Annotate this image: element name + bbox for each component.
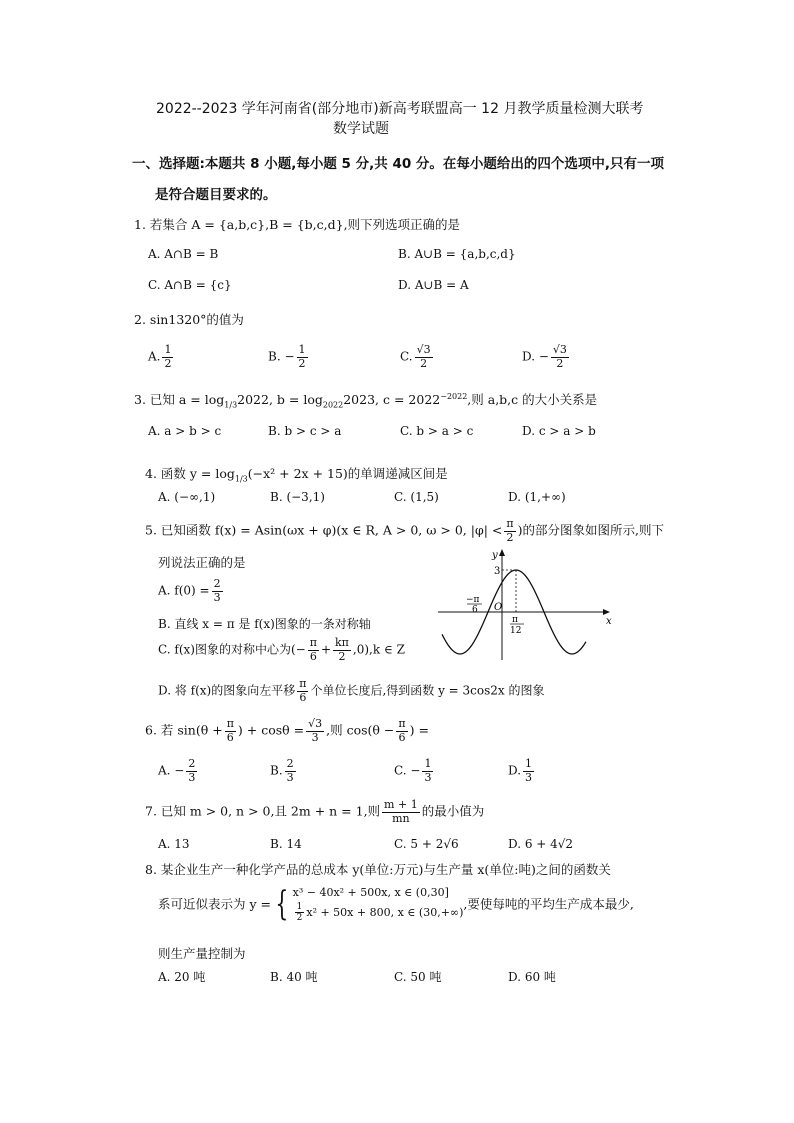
question-3-option-d: D. c > a > b	[522, 424, 596, 438]
section-heading-cont: 是符合题目要求的。	[155, 187, 277, 203]
question-8-option-a: A. 20 吨	[158, 970, 206, 984]
question-3-option-b: B. b > c > a	[268, 424, 342, 438]
question-1-option-b: B. A∪B = {a,b,c,d}	[398, 247, 516, 261]
question-6-option-c: C. − $\frac{1}{3}$	[394, 757, 432, 784]
graph-x-axis-arrow	[603, 609, 610, 615]
question-4-option-c: C. (1,5)	[394, 490, 439, 504]
question-7-option-d: D. 6 + 4√2	[508, 837, 574, 851]
graph-right-tick-den: 12	[510, 626, 522, 636]
subject-title: 数学试题	[333, 121, 389, 137]
question-7-option-a: A. 13	[158, 837, 190, 851]
question-5-option-a: A. f(0) = $\frac{2}{3}$	[158, 577, 221, 604]
graph-right-tick-num: π	[512, 615, 518, 625]
question-5-stem: 5. 已知函数 f(x) = Asin(ωx + φ)(x ∈ R, A > 0, ω > 0, |φ| < $\frac{\pi}{2}$ )的部分图象如图所示,则下	[145, 517, 664, 544]
question-7-stem: 7. 已知 m > 0, n > 0,且 2m + n = 1,则 $\frac{m + 1}{mn}$ 的最小值为	[145, 798, 485, 825]
question-8-stem-formula: 系可近似表示为 y = { x³ − 40x² + 500x, x ∈ (0,30] $\frac{1}{2}$ x² + 50x + 800, x ∈ (30,+∞) ,要使每吨的平均生产成本最少,	[158, 883, 634, 924]
question-1-option-c: C. A∩B = {c}	[148, 278, 232, 292]
graph-origin-label: O	[494, 602, 503, 613]
question-8-stem: 8. 某企业生产一种化学产品的总成本 y(单位:万元)与生产量 x(单位:吨)之间的函数关	[145, 862, 611, 877]
question-2-option-c: C. $\frac{√3}{2}$	[400, 343, 431, 370]
question-2-option-d: D. − $\frac{√3}{2}$	[522, 343, 567, 370]
graph-left-tick-den: 6	[472, 605, 478, 615]
question-2-option-b: B. − $\frac{1}{2}$	[268, 343, 306, 370]
question-2-option-a: A. $\frac{1}{2}$	[148, 343, 172, 370]
question-1-option-d: D. A∪B = A	[398, 278, 469, 292]
question-6-option-d: D. $\frac{1}{3}$	[508, 757, 533, 784]
question-5-option-b: B. 直线 x = π 是 f(x)图象的一条对称轴	[158, 617, 371, 631]
question-4-option-a: A. (−∞,1)	[158, 490, 216, 504]
graph-left-tick-num: −π	[466, 595, 480, 605]
question-6-stem: 6. 若 sin(θ + $\frac{\pi}{6}$ ) + cosθ = $\frac{√3}{3}$ ,则 cos(θ − $\frac{\pi}{6}$ ) =	[145, 717, 429, 744]
question-4-stem: 4. 函数 $y = \log_{1/3}(-x^2 + 2x + 15)$的单调递减区间是	[145, 466, 448, 484]
question-1-stem: 1. 若集合 A = {a,b,c},B = {b,c,d},则下列选项正确的是	[134, 217, 461, 232]
section-heading: 一、选择题:本题共 8 小题,每小题 5 分,共 40 分。在每小题给出的四个选项中,只有一项	[132, 156, 665, 172]
sine-graph-figure	[436, 546, 616, 664]
question-8-option-b: B. 40 吨	[270, 970, 318, 984]
question-4-option-b: B. (−3,1)	[270, 490, 325, 504]
graph-y-axis-arrow	[499, 549, 505, 556]
question-5-option-c: C. f(x)图象的对称中心为(− $\frac{\pi}{6}$ + $\frac{k\pi}{2}$ ,0),k ∈ Z	[158, 636, 405, 663]
graph-peak-label: 3	[494, 566, 501, 577]
question-5-stem-cont: 列说法正确的是	[158, 555, 246, 570]
question-8-stem-cont: 则生产量控制为	[158, 946, 246, 961]
question-3-stem: 3. 已知 $a = \log_{1/3}2022$, $b = \log_{2022}2023$, $c = 2022^{-2022}$,则 a,b,c 的大小关系是	[134, 391, 598, 410]
question-8-option-c: C. 50 吨	[394, 970, 442, 984]
question-7-option-c: C. 5 + 2√6	[394, 837, 459, 851]
page-title: 2022--2023 学年河南省(部分地市)新高考联盟高一 12 月教学质量检测大联考	[156, 101, 644, 117]
question-4-option-d: D. (1,+∞)	[508, 490, 566, 504]
question-3-option-c: C. b > a > c	[400, 424, 474, 438]
question-1-option-a: A. A∩B = B	[148, 247, 219, 261]
question-5-option-d: D. 将 f(x)的图象向左平移 $\frac{\pi}{6}$ 个单位长度后,得到函数 y = 3cos2x 的图象	[158, 677, 545, 704]
question-2-stem: 2. sin1320°的值为	[134, 312, 244, 327]
graph-y-label: y	[492, 550, 498, 561]
question-6-option-b: B. $\frac{2}{3}$	[270, 757, 294, 784]
question-8-option-d: D. 60 吨	[508, 970, 556, 984]
question-6-option-a: A. − $\frac{2}{3}$	[158, 757, 196, 784]
question-7-option-b: B. 14	[270, 837, 302, 851]
graph-x-label: x	[606, 616, 612, 627]
question-3-option-a: A. a > b > c	[148, 424, 222, 438]
